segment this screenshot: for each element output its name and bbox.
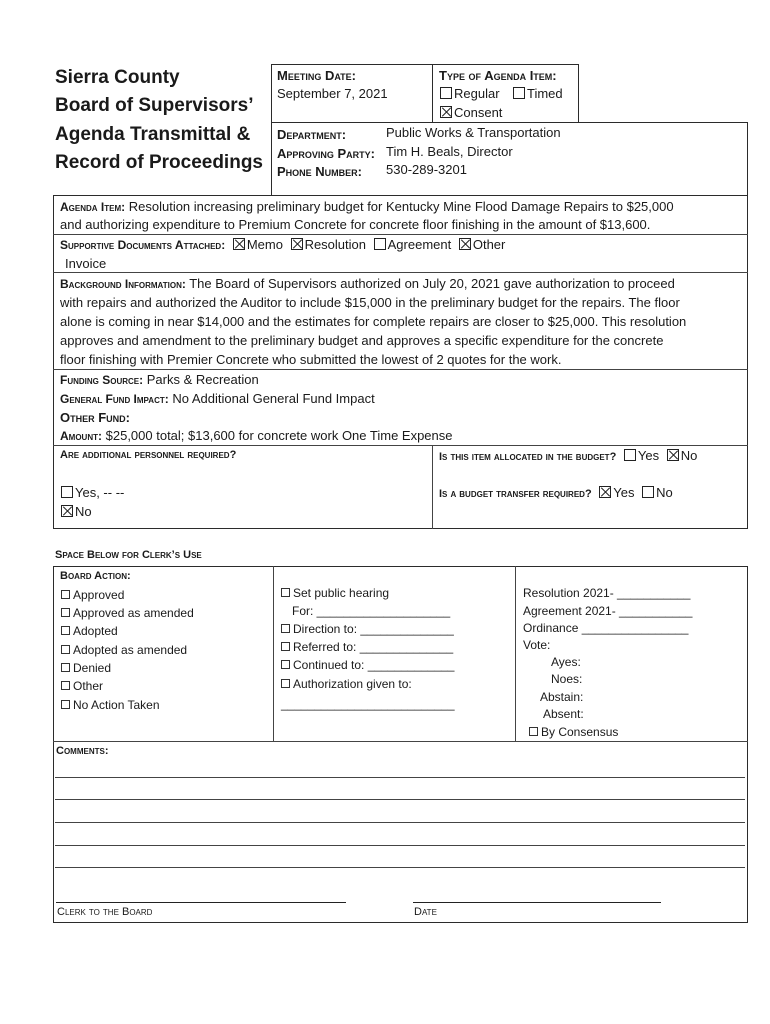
title-line-2: Board of Supervisors’ [55, 95, 254, 116]
action-approved-amended[interactable]: Approved as amended [61, 606, 194, 620]
divider [53, 369, 748, 370]
meeting-date-value: September 7, 2021 [277, 86, 388, 101]
noes-label: Noes: [551, 672, 583, 686]
agreement-number[interactable]: Agreement 2021- ___________ [523, 604, 693, 618]
checkbox-regular[interactable] [440, 87, 452, 99]
date-signature-line[interactable] [413, 902, 661, 903]
continued-to[interactable]: Continued to: _____________ [281, 658, 454, 672]
authorization-blank[interactable]: __________________________ [281, 697, 455, 711]
personnel-no[interactable]: No [61, 504, 92, 519]
background-line-1: Background Information: The Board of Supervisors authorized on July 20, 2021 gave authorization to proceed [60, 276, 675, 291]
phone-value: 530-289-3201 [386, 162, 467, 177]
ayes-label: Ayes: [551, 655, 581, 669]
checkbox-approved[interactable] [61, 590, 70, 599]
vertical-divider [273, 566, 274, 741]
clerk-signature-label: Clerk to the Board [57, 906, 153, 918]
absent-label: Absent: [543, 707, 584, 721]
referred-to[interactable]: Referred to: ______________ [281, 640, 453, 654]
action-other[interactable]: Other [61, 679, 103, 693]
action-denied[interactable]: Denied [61, 661, 111, 675]
comment-line[interactable] [55, 845, 745, 846]
checkbox-allocated-yes[interactable] [624, 449, 636, 461]
clerk-signature-line[interactable] [56, 902, 346, 903]
authorization-given[interactable]: Authorization given to: [281, 677, 412, 691]
personnel-label: Are additional personnel required? [60, 449, 237, 461]
comment-line[interactable] [55, 777, 745, 778]
by-consensus[interactable]: By Consensus [529, 725, 618, 739]
supporting-docs-label: Supportive Documents Attached: [60, 238, 226, 252]
title-line-3: Agenda Transmittal & [55, 124, 251, 145]
checkbox-memo-checked[interactable] [233, 238, 245, 250]
abstain-label: Abstain: [540, 690, 584, 704]
checkbox-allocated-no-checked[interactable] [667, 449, 679, 461]
checkbox-adopted-amended[interactable] [61, 645, 70, 654]
department-label: Department: [277, 127, 347, 142]
divider [53, 741, 748, 742]
type-consent[interactable]: Consent [440, 105, 502, 120]
set-public-hearing[interactable]: Set public hearing [281, 586, 389, 600]
title-line-4: Record of Proceedings [55, 152, 263, 173]
budget-transfer-row: Is a budget transfer required? Yes No [439, 485, 673, 500]
checkbox-other-action[interactable] [61, 681, 70, 690]
action-no-action[interactable]: No Action Taken [61, 698, 160, 712]
title-line-1: Sierra County [55, 67, 180, 88]
action-adopted-amended[interactable]: Adopted as amended [61, 643, 187, 657]
approving-party-value: Tim H. Beals, Director [386, 144, 513, 159]
supporting-other-text: Invoice [65, 256, 107, 271]
checkbox-consent-checked[interactable] [440, 106, 452, 118]
vertical-divider [432, 445, 433, 529]
checkbox-agreement[interactable] [374, 238, 386, 250]
budget-allocated-row: Is this item allocated in the budget? Yes No [439, 448, 698, 463]
comment-line[interactable] [55, 822, 745, 823]
checkbox-direction[interactable] [281, 624, 290, 633]
agenda-item-line-2: and authorizing expenditure to Premium Concrete for concrete floor finishing in the amount of $13,600. [60, 217, 651, 232]
action-adopted[interactable]: Adopted [61, 624, 118, 638]
divider [53, 272, 748, 273]
checkbox-approved-amended[interactable] [61, 608, 70, 617]
amount: Amount: $25,000 total; $13,600 for concrete work One Time Expense [60, 428, 453, 443]
agenda-item-line-1: Agenda Item: Resolution increasing preliminary budget for Kentucky Mine Flood Damage Repairs to $25,000 [60, 199, 674, 214]
checkbox-other-checked[interactable] [459, 238, 471, 250]
checkbox-consensus[interactable] [529, 727, 538, 736]
background-line-4: approves and amendment to the preliminary budget and approves a specific expenditure for the concrete [60, 333, 664, 348]
department-value: Public Works & Transportation [386, 125, 561, 140]
other-fund-label: Other Fund: [60, 410, 130, 425]
ordinance-number[interactable]: Ordinance ________________ [523, 621, 689, 635]
comment-line[interactable] [55, 867, 745, 868]
resolution-number[interactable]: Resolution 2021- ___________ [523, 586, 691, 600]
agenda-type-label: Type of Agenda Item: [439, 68, 557, 83]
date-signature-label: Date [414, 906, 437, 918]
approving-party-label: Approving Party: [277, 146, 376, 161]
type-regular[interactable]: Regular [440, 86, 500, 101]
checkbox-transfer-no[interactable] [642, 486, 654, 498]
divider [53, 234, 748, 235]
vertical-divider [515, 566, 516, 741]
funding-source: Funding Source: Parks & Recreation [60, 372, 259, 387]
checkbox-adopted[interactable] [61, 626, 70, 635]
checkbox-public-hearing[interactable] [281, 588, 290, 597]
type-timed[interactable]: Timed [513, 86, 563, 101]
background-line-5: floor finishing with Premier Concrete who submitted the lowest of 2 quotes for the work. [60, 352, 562, 367]
clerk-heading: Space Below for Clerk’s Use [55, 549, 202, 561]
checkbox-timed[interactable] [513, 87, 525, 99]
checkbox-denied[interactable] [61, 663, 70, 672]
checkbox-personnel-no-checked[interactable] [61, 505, 73, 517]
checkbox-continued[interactable] [281, 660, 290, 669]
comment-line[interactable] [55, 799, 745, 800]
meeting-date-label: Meeting Date: [277, 68, 356, 83]
checkbox-personnel-yes[interactable] [61, 486, 73, 498]
phone-label: Phone Number: [277, 164, 363, 179]
hearing-for-field[interactable]: For: ____________________ [292, 604, 451, 618]
checkbox-transfer-yes-checked[interactable] [599, 486, 611, 498]
background-line-2: with repairs and authorized the Auditor to include $15,000 in the preliminary budget for the repairs. The floor [60, 295, 680, 310]
background-line-3: alone is coming in near $14,000 and the estimates for complete repairs are closer to $25,000. This resolution [60, 314, 687, 329]
divider [53, 445, 748, 446]
personnel-yes[interactable]: Yes, -- -- [61, 485, 124, 500]
direction-to[interactable]: Direction to: ______________ [281, 622, 454, 636]
board-action-label: Board Action: [60, 570, 131, 582]
checkbox-no-action[interactable] [61, 700, 70, 709]
vote-label: Vote: [523, 638, 551, 652]
supporting-docs-row: Supportive Documents Attached: Memo Resolution Agreement Other [60, 237, 506, 252]
comments-label: Comments: [56, 745, 109, 757]
checkbox-resolution-checked[interactable] [291, 238, 303, 250]
checkbox-referred[interactable] [281, 642, 290, 651]
general-fund-impact: General Fund Impact: No Additional General Fund Impact [60, 391, 375, 406]
checkbox-authorization[interactable] [281, 679, 290, 688]
action-approved[interactable]: Approved [61, 588, 124, 602]
